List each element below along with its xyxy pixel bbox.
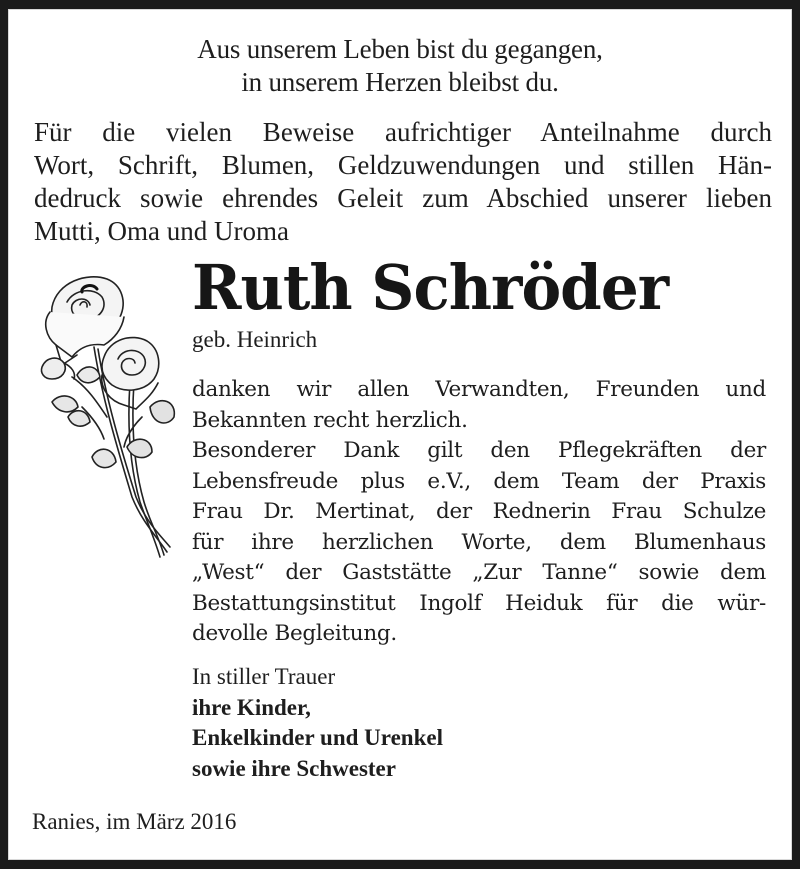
body-line: Bekannten recht herzlich. xyxy=(192,407,468,433)
mourner-line: Enkelkinder und Urenkel xyxy=(192,725,443,750)
body-line: Bestattungsinstitut Ingolf Heiduk für die wür- xyxy=(192,590,766,616)
body-line: Frau Dr. Mertinat, der Rednerin Frau Schulze xyxy=(192,499,766,524)
body-line: devolle Begleitung. xyxy=(192,621,397,646)
motto-line: in unserem Herzen bleibst du. xyxy=(241,67,559,97)
place-date: Ranies, im März 2016 xyxy=(32,809,237,834)
intro-line: Wort, Schrift, Blumen, Geldzuwendungen und stillen Hän- xyxy=(34,150,772,180)
body-line: für ihre herzlichen Worte, dem Blumenhaus xyxy=(192,529,766,555)
deceased-name: Ruth Schröder xyxy=(192,251,669,324)
body-line: „West“ der Gaststätte „Zur Tanne“ sowie dem xyxy=(192,560,766,585)
body-line: danken wir allen Verwandten, Freunden und xyxy=(192,377,766,402)
intro-paragraph xyxy=(34,116,772,248)
maiden-name: geb. Heinrich xyxy=(192,327,318,352)
body-line: Lebensfreude plus e.V., dem Team der Praxis xyxy=(192,468,766,494)
body-line: Besonderer Dank gilt den Pflegekräften der xyxy=(192,438,766,463)
mourner-line: sowie ihre Schwester xyxy=(192,755,396,781)
signature-block xyxy=(192,662,443,784)
intro-line: dedruck sowie ehrendes Geleit zum Abschied unserer lieben xyxy=(34,183,772,213)
signature-intro: In stiller Trauer xyxy=(192,664,336,689)
rose-illustration-icon xyxy=(32,267,182,562)
mourner-line: ihre Kinder, xyxy=(192,694,311,720)
thanks-paragraph xyxy=(192,375,766,650)
intro-line: Für die vielen Beweise aufrichtiger Anteilnahme durch xyxy=(34,117,772,147)
intro-line: Mutti, Oma und Uroma xyxy=(34,216,289,246)
motto-line: Aus unserem Leben bist du gegangen, xyxy=(197,34,603,64)
motto xyxy=(8,33,792,99)
obituary-notice xyxy=(8,9,792,860)
